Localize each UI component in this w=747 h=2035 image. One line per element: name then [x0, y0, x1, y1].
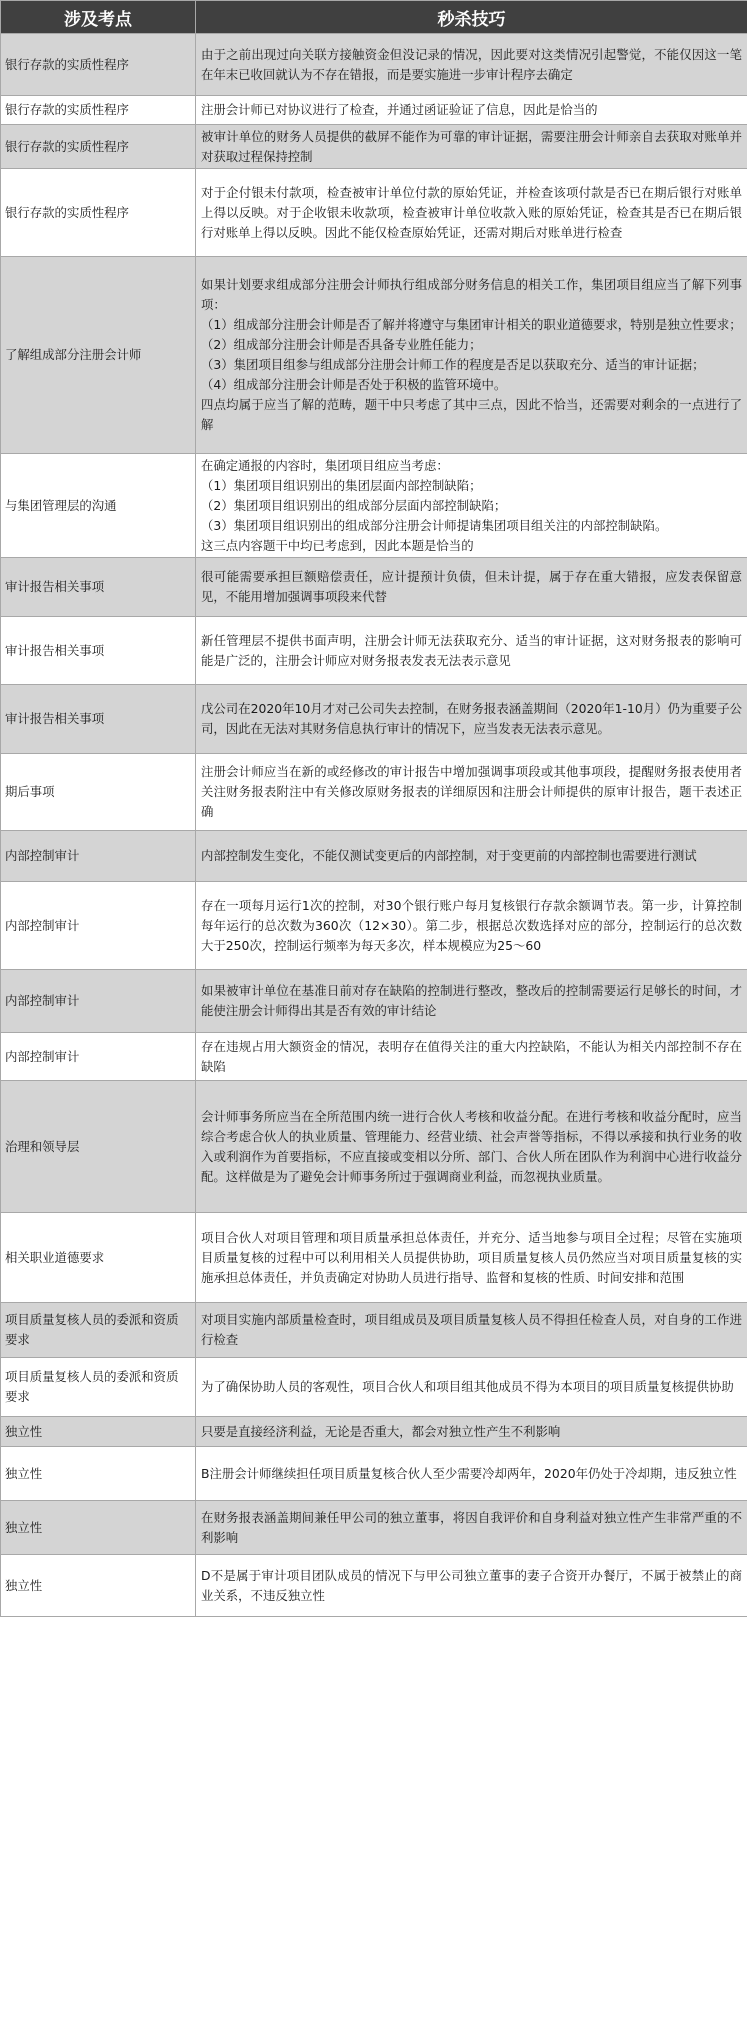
- topic-cell: 银行存款的实质性程序: [1, 96, 196, 125]
- answer-line: （3）集团项目组参与组成部分注册会计师工作的程度是否足以获取充分、适当的审计证据；: [201, 357, 705, 372]
- answer-cell: 只要是直接经济利益，无论是否重大，都会对独立性产生不利影响: [196, 1417, 747, 1447]
- answer-cell: 由于之前出现过向关联方接触资金但没记录的情况，因此要对这类情况引起警觉，不能仅因这一笔在年末已收回就认为不存在错报，而是要实施进一步审计程序去确定: [196, 34, 747, 96]
- table-row: [1, 1303, 747, 1358]
- answer-line: （2）集团项目组识别出的组成部分层面内部控制缺陷；: [201, 497, 507, 513]
- answer-line: 这三点内容题干中均已考虑到，因此本题是恰当的: [201, 537, 474, 553]
- table-row: [1, 617, 747, 685]
- topic-cell: 项目质量复核人员的委派和资质要求: [1, 1303, 196, 1358]
- table-row: [1, 882, 747, 970]
- table-row: [1, 1447, 747, 1501]
- table-row: [1, 454, 747, 558]
- topic-cell: 内部控制审计: [1, 1033, 196, 1081]
- answer-cell: 项目合伙人对项目管理和项目质量承担总体责任，并充分、适当地参与项目全过程；尽管在实施项目质量复核的过程中可以利用相关人员提供协助，项目质量复核人员仍然应当对项目质量复核的实施承担总体责任，并负责确定对协助人员进行指导、监督和复核的性质、时间安排和范围: [196, 1213, 747, 1303]
- answer-cell: 会计师事务所应当在全所范围内统一进行合伙人考核和收益分配。在进行考核和收益分配时，应当综合考虑合伙人的执业质量、管理能力、经营业绩、社会声誉等指标，不得以承接和执行业务的收入或利润作为首要指标，不应直接或变相以分所、部门、合伙人所在团队作为利润中心进行收益分配。这样做是为了避免会计师事务所过于强调商业利益，而忽视执业质量。: [196, 1081, 747, 1213]
- topic-cell: 相关职业道德要求: [1, 1213, 196, 1303]
- table-row: [1, 34, 747, 96]
- table-row: [1, 831, 747, 882]
- answer-cell: 对于企付银未付款项，检查被审计单位付款的原始凭证，并检查该项付款是否已在期后银行对账单上得以反映。对于企收银未收款项，检查被审计单位收款入账的原始凭证，检查其是否已在期后银行对账单上得以反映。因此不能仅检查原始凭证，还需对期后对账单进行检查: [196, 169, 747, 257]
- table-row: [1, 1033, 747, 1081]
- answer-line: 四点均属于应当了解的范畴，题干中只考虑了其中三点，因此不恰当，还需要对剩余的一点进行了解: [201, 397, 742, 432]
- answer-cell: [196, 257, 747, 454]
- topic-cell: 内部控制审计: [1, 882, 196, 970]
- answer-line: 在确定通报的内容时，集团项目组应当考虑：: [201, 457, 449, 473]
- table-row: [1, 1081, 747, 1213]
- topic-cell: 独立性: [1, 1447, 196, 1501]
- table-row: [1, 558, 747, 617]
- answer-cell: 新任管理层不提供书面声明，注册会计师无法获取充分、适当的审计证据，这对财务报表的影响可能是广泛的，注册会计师应对财务报表发表无法表示意见: [196, 617, 747, 685]
- table-row: [1, 1213, 747, 1303]
- answer-cell: 对项目实施内部质量检查时，项目组成员及项目质量复核人员不得担任检查人员，对自身的工作进行检查: [196, 1303, 747, 1358]
- answer-cell: B注册会计师继续担任项目质量复核合伙人至少需要冷却两年，2020年仍处于冷却期，违反独立性: [196, 1447, 747, 1501]
- header-row: [1, 1, 747, 34]
- answer-cell: 注册会计师已对协议进行了检查，并通过函证验证了信息，因此是恰当的: [196, 96, 747, 125]
- topic-cell: 内部控制审计: [1, 831, 196, 882]
- table-row: [1, 257, 747, 454]
- answer-cell: 被审计单位的财务人员提供的截屏不能作为可靠的审计证据，需要注册会计师亲自去获取对账单并对获取过程保持控制: [196, 125, 747, 169]
- table-row: [1, 96, 747, 125]
- answer-cell: 在财务报表涵盖期间兼任甲公司的独立董事，将因自我评价和自身利益对独立性产生非常严重的不利影响: [196, 1501, 747, 1555]
- topic-cell: 审计报告相关事项: [1, 558, 196, 617]
- topic-cell: 银行存款的实质性程序: [1, 169, 196, 257]
- answer-cell: 存在一项每月运行1次的控制，对30个银行账户每月复核银行存款余额调节表。第一步，计算控制每年运行的总次数为360次（12×30）。第二步，根据总次数选择对应的部分，控制运行的总次数大于250次，控制运行频率为每天多次，样本规模应为25～60: [196, 882, 747, 970]
- topic-cell: 审计报告相关事项: [1, 617, 196, 685]
- answer-cell: 注册会计师应当在新的或经修改的审计报告中增加强调事项段或其他事项段，提醒财务报表使用者关注财务报表附注中有关修改原财务报表的详细原因和注册会计师提供的原审计报告，题干表述正确: [196, 754, 747, 831]
- answer-cell: 戊公司在2020年10月才对己公司失去控制，在财务报表涵盖期间（2020年1-10月）仍为重要子公司，因此在无法对其财务信息执行审计的情况下，应当发表无法表示意见。: [196, 685, 747, 754]
- answer-cell: 存在违规占用大额资金的情况，表明存在值得关注的重大内控缺陷，不能认为相关内部控制不存在缺陷: [196, 1033, 747, 1081]
- topic-cell: 独立性: [1, 1555, 196, 1617]
- header-topic: 涉及考点: [1, 1, 196, 34]
- topic-cell: 了解组成部分注册会计师: [1, 257, 196, 454]
- topic-cell: 与集团管理层的沟通: [1, 454, 196, 558]
- answer-cell: 内部控制发生变化，不能仅测试变更后的内部控制，对于变更前的内部控制也需要进行测试: [196, 831, 747, 882]
- table-row: [1, 1501, 747, 1555]
- table-row: [1, 1417, 747, 1447]
- topic-cell: 治理和领导层: [1, 1081, 196, 1213]
- table-row: [1, 1358, 747, 1417]
- topic-cell: 期后事项: [1, 754, 196, 831]
- topic-cell: 审计报告相关事项: [1, 685, 196, 754]
- answer-line: （4）组成部分注册会计师是否处于积极的监管环境中。: [201, 377, 507, 392]
- table-row: [1, 1555, 747, 1617]
- table-row: [1, 125, 747, 169]
- header-technique: 秒杀技巧: [196, 1, 747, 34]
- topic-cell: 项目质量复核人员的委派和资质要求: [1, 1358, 196, 1417]
- answer-line: 如果计划要求组成部分注册会计师执行组成部分财务信息的相关工作，集团项目组应当了解下列事项：: [201, 277, 742, 312]
- answer-line: （2）组成部分注册会计师是否具备专业胜任能力；: [201, 337, 482, 352]
- answer-cell: D不是属于审计项目团队成员的情况下与甲公司独立董事的妻子合资开办餐厅，不属于被禁止的商业关系，不违反独立性: [196, 1555, 747, 1617]
- topic-cell: 银行存款的实质性程序: [1, 125, 196, 169]
- answer-cell: [196, 454, 747, 558]
- topic-cell: 独立性: [1, 1417, 196, 1447]
- answer-line: （1）组成部分注册会计师是否了解并将遵守与集团审计相关的职业道德要求，特别是独立性要求；: [201, 317, 742, 332]
- answer-cell: 如果被审计单位在基准日前对存在缺陷的控制进行整改，整改后的控制需要运行足够长的时间，才能使注册会计师得出其是否有效的审计结论: [196, 970, 747, 1033]
- table-row: [1, 970, 747, 1033]
- table-row: [1, 169, 747, 257]
- topic-cell: 独立性: [1, 1501, 196, 1555]
- table-row: [1, 685, 747, 754]
- topic-cell: 银行存款的实质性程序: [1, 34, 196, 96]
- topic-cell: 内部控制审计: [1, 970, 196, 1033]
- answer-cell: 很可能需要承担巨额赔偿责任，应计提预计负债，但未计提，属于存在重大错报，应发表保留意见，不能用增加强调事项段来代替: [196, 558, 747, 617]
- answer-line: （1）集团项目组识别出的集团层面内部控制缺陷；: [201, 477, 482, 493]
- table-row: [1, 754, 747, 831]
- table-body: [1, 34, 747, 1617]
- answer-cell: 为了确保协助人员的客观性，项目合伙人和项目组其他成员不得为本项目的项目质量复核提供协助: [196, 1358, 747, 1417]
- answer-line: （3）集团项目组识别出的组成部分注册会计师提请集团项目组关注的内部控制缺陷。: [201, 517, 668, 533]
